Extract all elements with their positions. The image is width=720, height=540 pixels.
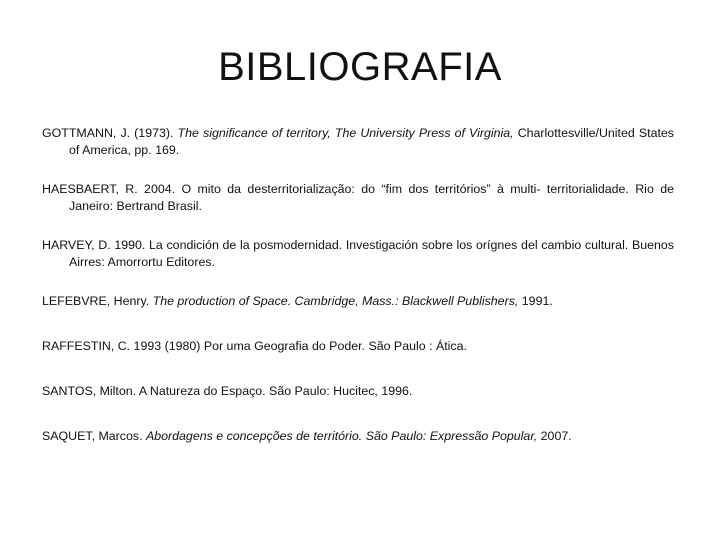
reference-details: La condición de la posmodernidad. Investigación sobre los orígnes del cambio cultural. Buenos Airres: Amorrortu Editores. — [69, 238, 674, 269]
reference-details: Charlottesville/United States of America, pp. 169. — [69, 126, 675, 157]
reference-author: LEFEBVRE, Henry. — [42, 294, 153, 308]
reference-raffestin — [42, 338, 674, 355]
reference-author: SANTOS, Milton. — [42, 384, 139, 398]
reference-santos — [42, 383, 674, 400]
reference-title: The production of Space. Cambridge, Mass.: Blackwell Publishers, — [152, 294, 519, 308]
reference-title: Abordagens e concepções de território. São Paulo: Expressão Popular, — [145, 429, 538, 443]
reference-title: The significance of territory, The University Press of Virginia, — [177, 126, 518, 140]
page-title: BIBLIOGRAFIA — [218, 45, 502, 89]
reference-author: SAQUET, Marcos. — [42, 429, 146, 443]
reference-details: O mito da desterritorialização: do “fim dos territórios” à multi- territorialidade. Rio de Janeiro: Bertrand Brasil. — [69, 182, 674, 213]
reference-details: Por uma Geografia do Poder. São Paulo : Ática. — [203, 339, 467, 353]
bibliography-list — [42, 125, 674, 445]
reference-gottmann — [42, 125, 674, 159]
reference-author: RAFFESTIN, C. 1993 (1980) — [42, 339, 204, 353]
reference-author: HAESBAERT, R. 2004. — [42, 182, 182, 196]
reference-details: A Natureza do Espaço. São Paulo: Hucitec, 1996. — [138, 384, 413, 398]
reference-lefebvre — [42, 293, 674, 310]
reference-author: HARVEY, D. 1990. — [42, 238, 150, 252]
reference-haesbaert — [42, 181, 674, 215]
reference-details: 2007. — [537, 429, 572, 443]
reference-saquet — [42, 428, 674, 445]
reference-author: GOTTMANN, J. (1973). — [42, 126, 178, 140]
reference-harvey — [42, 237, 674, 271]
reference-details: 1991. — [518, 294, 553, 308]
